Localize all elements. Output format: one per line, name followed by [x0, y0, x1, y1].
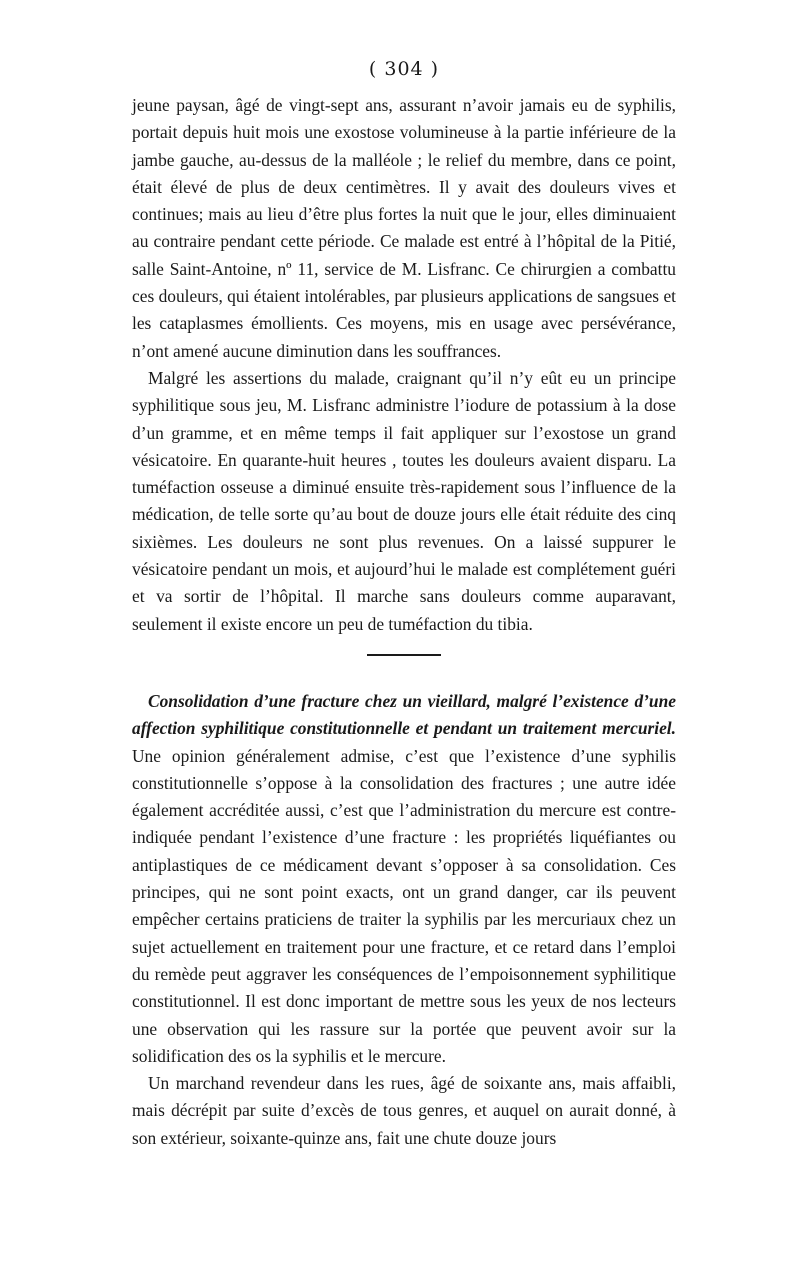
page-number: ( 304 ): [368, 58, 440, 80]
section-title: Consolidation d’une fracture chez un vieillard, malgré l’existence d’une affection syphilitique constitutionnelle et pendant un traitement mercuriel.: [132, 690, 676, 739]
paragraph-section-intro: [132, 688, 676, 1070]
book-page: [132, 58, 676, 1152]
section-divider: [367, 654, 441, 656]
paragraph-case-continuation: jeune paysan, âgé de vingt-sept ans, assurant n’avoir jamais eu de syphilis, portait depuis huit mois une exostose volumineuse à la partie inférieure de la jambe gauche, au-dessus de la malléole ; le relief du membre, dans ce point, était élevé de plus de deux centimètres. Il y avait des douleurs vives et continues; mais au lieu d’être plus fortes la nuit que le jour, elles diminuaient au contraire pendant cette période. Ce malade est entré à l’hôpital de la Pitié, salle Saint-Antoine, nº 11, service de M. Lisfranc. Ce chirurgien a combattu ces douleurs, qui étaient intolérables, par plusieurs applications de sangsues et les cataplasmes émollients. Ces moyens, mis en usage avec persévérance, n’ont amené aucune diminution dans les souffrances.: [132, 95, 676, 361]
section-intro-text: Une opinion généralement admise, c’est que l’existence d’une syphilis constitutionnelle s’oppose à la consolidation des fractures ; une autre idée également accréditée aussi, c’est que l’administration du mercure est contre-indiquée pendant l’existence d’une fracture : les propriétés liquéfiantes ou antiplastiques de ce médicament devant s’opposer à sa consolidation. Ces principes, qui ne sont point exacts, ont un grand danger, car ils peuvent empêcher certains praticiens de traiter la syphilis par les mercuriaux chez un sujet actuellement en traitement pour une fracture, et ce retard dans l’emploi du remède peut aggraver les conséquences de l’empoisonnement syphilitique constitutionnel. Il est donc important de mettre sous les yeux de nos lecteurs une observation qui les rassure sur la portée que peuvent avoir sur la solidification des os la syphilis et le mercure.: [132, 745, 676, 1066]
paragraph-treatment: Malgré les assertions du malade, craignant qu’il n’y eût eu un principe syphilitique sous jeu, M. Lisfranc administre l’iodure de potassium à la dose d’un gramme, et en même temps il fait appliquer sur l’exostose un grand vésicatoire. En quarante-huit heures , toutes les douleurs avaient disparu. La tuméfaction osseuse a diminué ensuite très-rapidement sous l’influence de la médication, de telle sorte qu’au bout de douze jours elle était réduite des cinq sixièmes. Les douleurs ne sont plus revenues. On a laissé suppurer le vésicatoire pendant un mois, et aujourd’hui le malade est complétement guéri et va sortir de l’hôpital. Il marche sans douleurs comme auparavant, seulement il existe encore un peu de tuméfaction du tibia.: [132, 367, 676, 634]
paragraph-new-case: Un marchand revendeur dans les rues, âgé de soixante ans, mais affaibli, mais décrépit par suite d’excès de tous genres, et auquel on aurait donné, à son extérieur, soixante-quinze ans, fait une chute douze jours: [132, 1073, 676, 1148]
